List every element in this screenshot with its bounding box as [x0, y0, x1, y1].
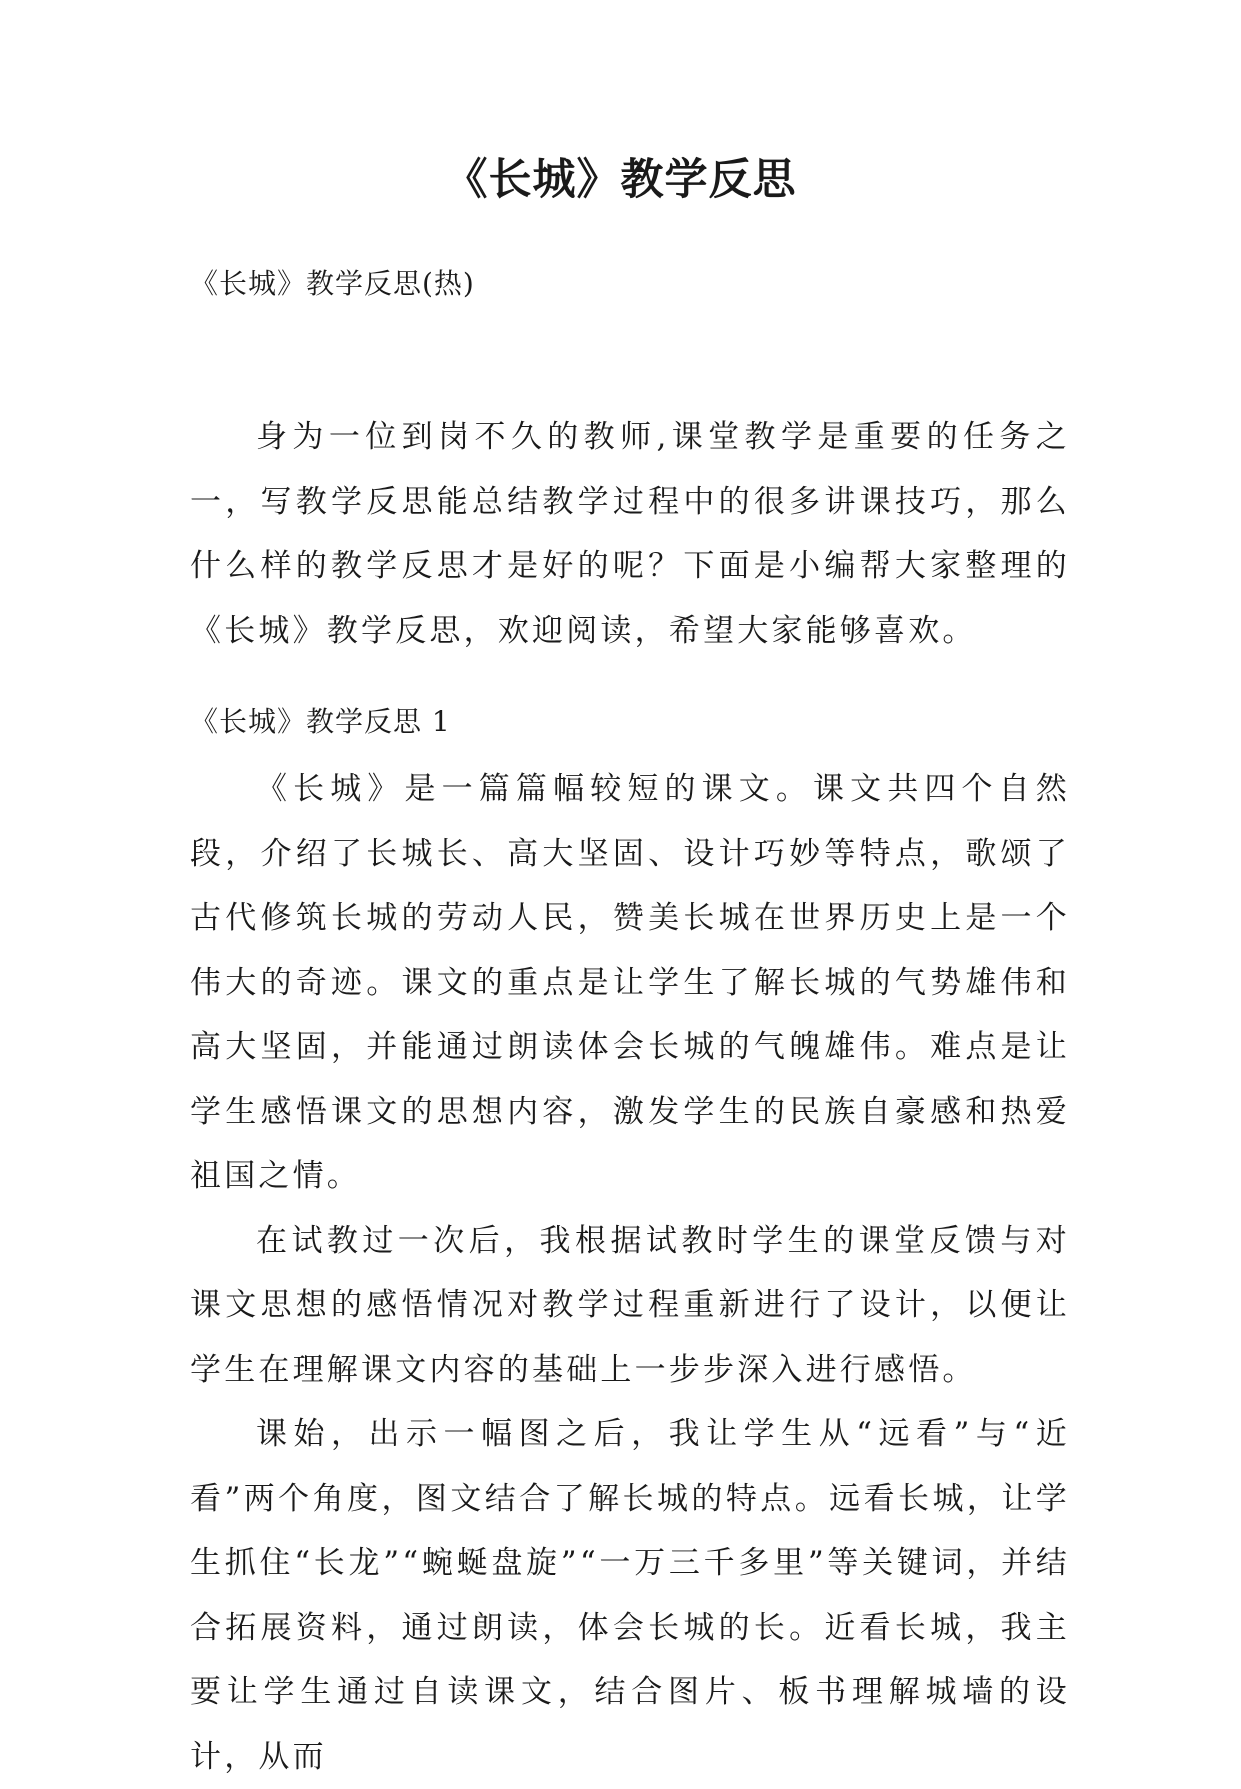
body-paragraph-2: 在试教过一次后，我根据试教时学生的课堂反馈与对课文思想的感悟情况对教学过程重新进行了设计，以便让学生在理解课文内容的基础上一步步深入进行感悟。: [190, 1222, 1070, 1388]
intro-paragraph: 身为一位到岗不久的教师,课堂教学是重要的任务之一，写教学反思能总结教学过程中的很多讲课技巧，那么什么样的教学反思才是好的呢？下面是小编帮大家整理的《长城》教学反思，欢迎阅读，希望大家能够喜欢。: [190, 419, 1070, 649]
section-heading: 《长城》教学反思 1: [190, 705, 451, 738]
section-body: [190, 757, 1070, 1789]
body-paragraph-1: 《长城》是一篇篇幅较短的课文。课文共四个自然段，介绍了长城长、高大坚固、设计巧妙等特点，歌颂了古代修筑长城的劳动人民，赞美长城在世界历史上是一个伟大的奇迹。课文的重点是让学生了解长城的气势雄伟和高大坚固，并能通过朗读体会长城的气魄雄伟。难点是让学生感悟课文的思想内容，激发学生的民族自豪感和热爱祖国之情。: [190, 771, 1070, 1194]
document-title: 《长城》教学反思: [444, 155, 797, 205]
body-paragraph-3: 课始，出示一幅图之后，我让学生从“远看”与“近看”两个角度，图文结合了解长城的特点。远看长城，让学生抓住“长龙”“蜿蜒盘旋”“一万三千多里”等关键词，并结合拓展资料，通过朗读，体会长城的长。近看长城，我主要让学生通过自读课文，结合图片、板书理解城墙的设计，从而: [190, 1416, 1070, 1775]
document-subtitle: 《长城》教学反思(热): [190, 267, 475, 300]
